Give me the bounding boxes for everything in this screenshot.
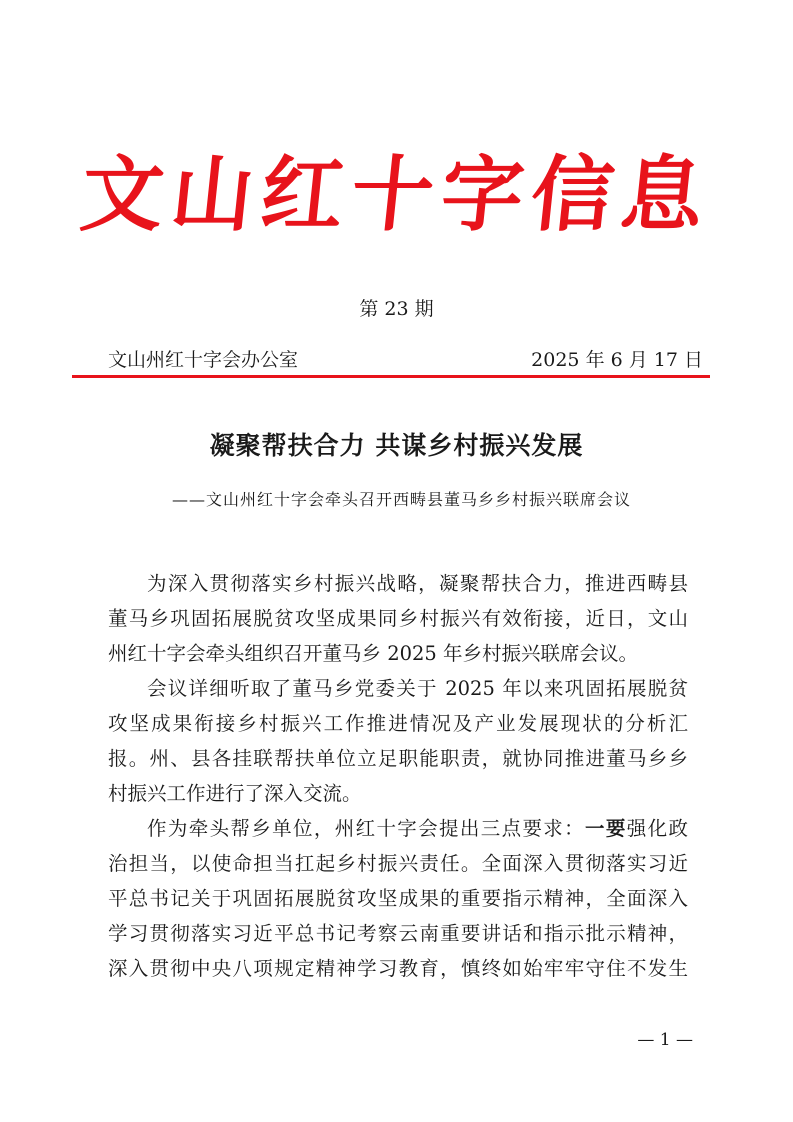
article-subtitle: ——文山州红十字会牵头召开西畴县董马乡乡村振兴联席会议 [172,490,632,509]
paragraph-2-line: 村振兴工作进行了深入交流。 [108,782,362,805]
issuing-office: 文山州红十字会办公室 [108,349,299,371]
article-body [108,566,688,986]
issue-number: 第 23 期 [359,298,434,320]
masthead-title: 文山红十字信息 [76,147,717,243]
paragraph-3-line: 平总书记关于巩固拓展脱贫攻坚成果的重要指示精神，全面深入 [108,887,688,910]
paragraph-3-line: 学习贯彻落实习近平总书记考察云南重要讲话和指示批示精神， [108,922,688,945]
paragraph-3-emphasis: 一要 [585,817,627,840]
paragraph-3-line [108,811,688,846]
paragraph-3-line: 深入贯彻中央八项规定精神学习教育，慎终如始牢牢守住不发生 [108,957,688,980]
paragraph-2-line: 攻坚成果衔接乡村振兴工作推进情况及产业发展现状的分析汇 [108,712,688,735]
red-divider-line [72,375,710,378]
paragraph-3-line: 治担当，以使命担当扛起乡村振兴责任。全面深入贯彻落实习近 [108,852,688,875]
paragraph-2-line: 会议详细听取了董马乡党委关于 2025 年以来巩固拓展脱贫 [147,677,688,700]
paragraph-1-line: 为深入贯彻落实乡村振兴战略，凝聚帮扶合力，推进西畴县 [147,572,688,595]
paragraph-1-line: 董马乡巩固拓展脱贫攻坚成果同乡村振兴有效衔接，近日，文山 [108,607,688,630]
issue-date: 2025 年 6 月 17 日 [531,349,703,371]
article-headline: 凝聚帮扶合力 共谋乡村振兴发展 [209,431,584,460]
paragraph-2-line: 报。州、县各挂联帮扶单位立足职能职责，就协同推进董马乡乡 [108,747,688,770]
paragraph-3-rest: 强化政 [626,817,688,840]
paragraph-3-lead: 作为牵头帮乡单位，州红十字会提出三点要求： [147,817,586,840]
paragraph-1-line: 州红十字会牵头组织召开董马乡 2025 年乡村振兴联席会议。 [108,642,639,665]
page-number: — 1 — [637,1030,693,1050]
